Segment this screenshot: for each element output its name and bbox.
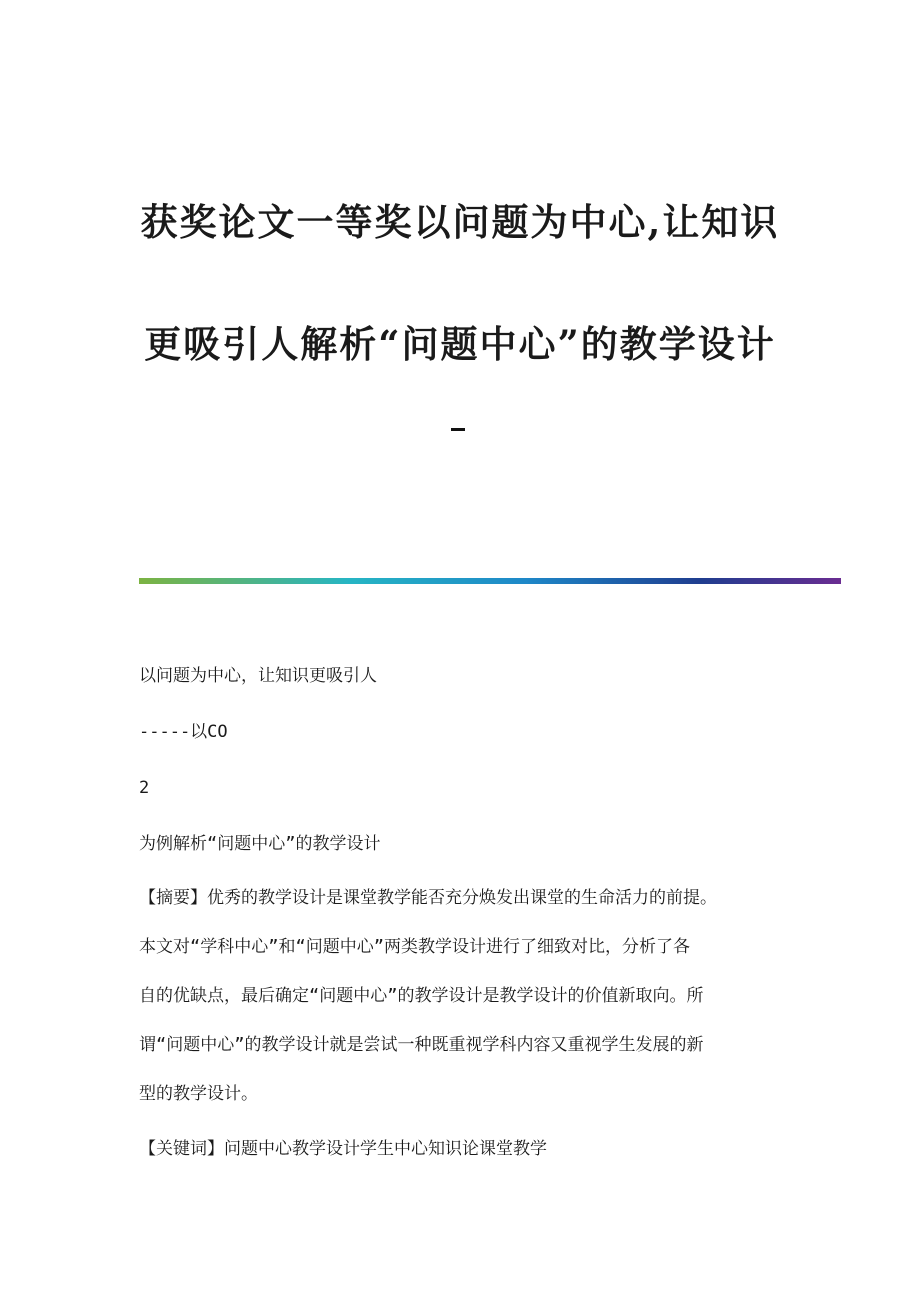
title-line-2: 更吸引人解析“问题中心”的教学设计	[144, 322, 776, 366]
subtitle-line-2: -----以CO	[139, 722, 228, 742]
keywords-line: 【关键词】问题中心教学设计学生中心知识论课堂教学	[139, 1139, 547, 1159]
abstract-line: 【摘要】优秀的教学设计是课堂教学能否充分焕发出课堂的生命活力的前提。	[139, 888, 717, 908]
subtitle-line-3: 2	[139, 778, 150, 798]
title-line-1: 获奖论文一等奖以问题为中心,让知识	[140, 200, 780, 244]
gradient-divider	[139, 578, 841, 584]
abstract-line: 本文对“学科中心”和“问题中心”两类教学设计进行了细致对比，分析了各	[139, 937, 690, 957]
abstract-line: 谓“问题中心”的教学设计就是尝试一种既重视学科内容又重视学生发展的新	[139, 1035, 704, 1055]
title-dash	[451, 428, 465, 431]
subtitle-line-1: 以问题为中心，让知识更吸引人	[139, 666, 377, 686]
abstract-line: 型的教学设计。	[139, 1084, 258, 1104]
abstract-line: 自的优缺点，最后确定“问题中心”的教学设计是教学设计的价值新取向。所	[139, 986, 704, 1006]
abstract-paragraph	[139, 874, 779, 1119]
subtitle-line-4: 为例解析“问题中心”的教学设计	[139, 834, 381, 854]
